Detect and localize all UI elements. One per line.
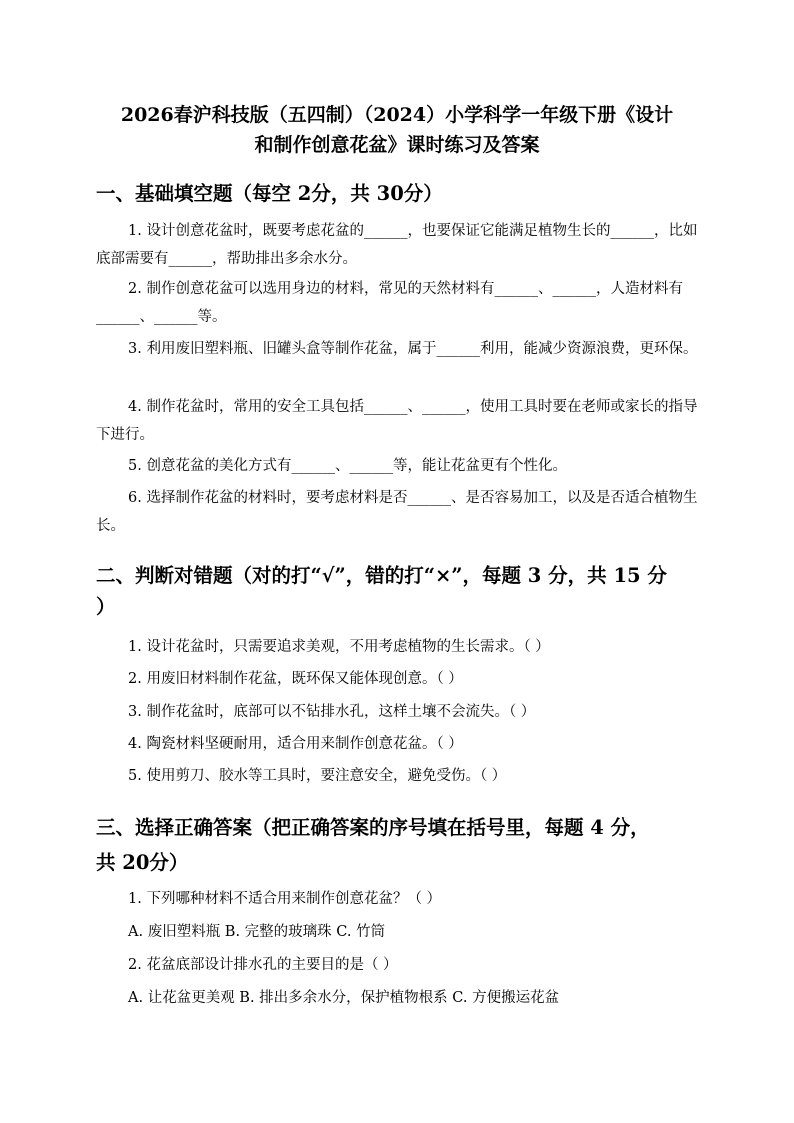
fill-question-3: 3. 利用废旧塑料瓶、旧罐头盒等制作花盆，属于______利用，能减少资源浪费，更环保。 [128, 341, 698, 357]
fill-question-4: 4. 制作花盆时，常用的安全工具包括______、______，使用工具时要在老师或家长的指导下进行。 [96, 399, 698, 443]
fill-question-6: 6. 选择制作花盆的材料时，要考虑材料是否______、是否容易加工，以及是否适合植物生长。 [96, 490, 698, 534]
choice-question-2-options: A. 让花盆更美观 B. 排出多余水分，保护植物根系 C. 方便搬运花盆 [128, 990, 560, 1006]
section-3-heading-line-2: 共 20分） [96, 851, 189, 874]
judge-question-4: 4. 陶瓷材料坚硬耐用，适合用来制作创意花盆。（ ） [128, 736, 463, 752]
fill-question-5: 5. 创意花盆的美化方式有______、______等，能让花盆更有个性化。 [128, 458, 567, 474]
judge-question-1: 1. 设计花盆时，只需要追求美观，不用考虑植物的生长需求。（ ） [128, 639, 550, 655]
judge-question-5: 5. 使用剪刀、胶水等工具时，要注意安全，避免受伤。（ ） [128, 768, 507, 784]
document-title [96, 100, 698, 160]
choice-question-1-options: A. 废旧塑料瓶 B. 完整的玻璃珠 C. 竹筒 [128, 924, 386, 940]
fill-question-1: 1. 设计创意花盆时，既要考虑花盆的______，也要保证它能满足植物生长的______，比如底部需要有______，帮助排出多余水分。 [96, 223, 698, 267]
judge-question-3: 3. 制作花盆时，底部可以不钻排水孔，这样土壤不会流失。（ ） [128, 704, 536, 720]
section-1-heading: 一、基础填空题（每空 2分，共 30分） [96, 182, 443, 205]
fill-question-2: 2. 制作创意花盆可以选用身边的材料，常见的天然材料有______、______，人造材料有______、______等。 [96, 281, 683, 325]
choice-question-2: 2. 花盆底部设计排水孔的主要目的是（ ） [128, 957, 398, 973]
choice-question-1: 1. 下列哪种材料不适合用来制作创意花盆？（ ） [128, 891, 442, 907]
section-2-heading-line-1: 二、判断对错题（对的打“√”，错的打“×”，每题 3 分，共 15 分 [96, 564, 667, 587]
judge-question-2: 2. 用废旧材料制作花盆，既环保又能体现创意。（ ） [128, 671, 463, 687]
section-3-heading-line-1: 三、选择正确答案（把正确答案的序号填在括号里，每题 4 分， [96, 816, 650, 839]
section-2-heading-line-2: ） [96, 595, 116, 618]
title-line-2: 和制作创意花盆》课时练习及答案 [254, 134, 540, 156]
title-line-1: 2026春沪科技版（五四制）（2024）小学科学一年级下册《设计 [120, 104, 674, 126]
